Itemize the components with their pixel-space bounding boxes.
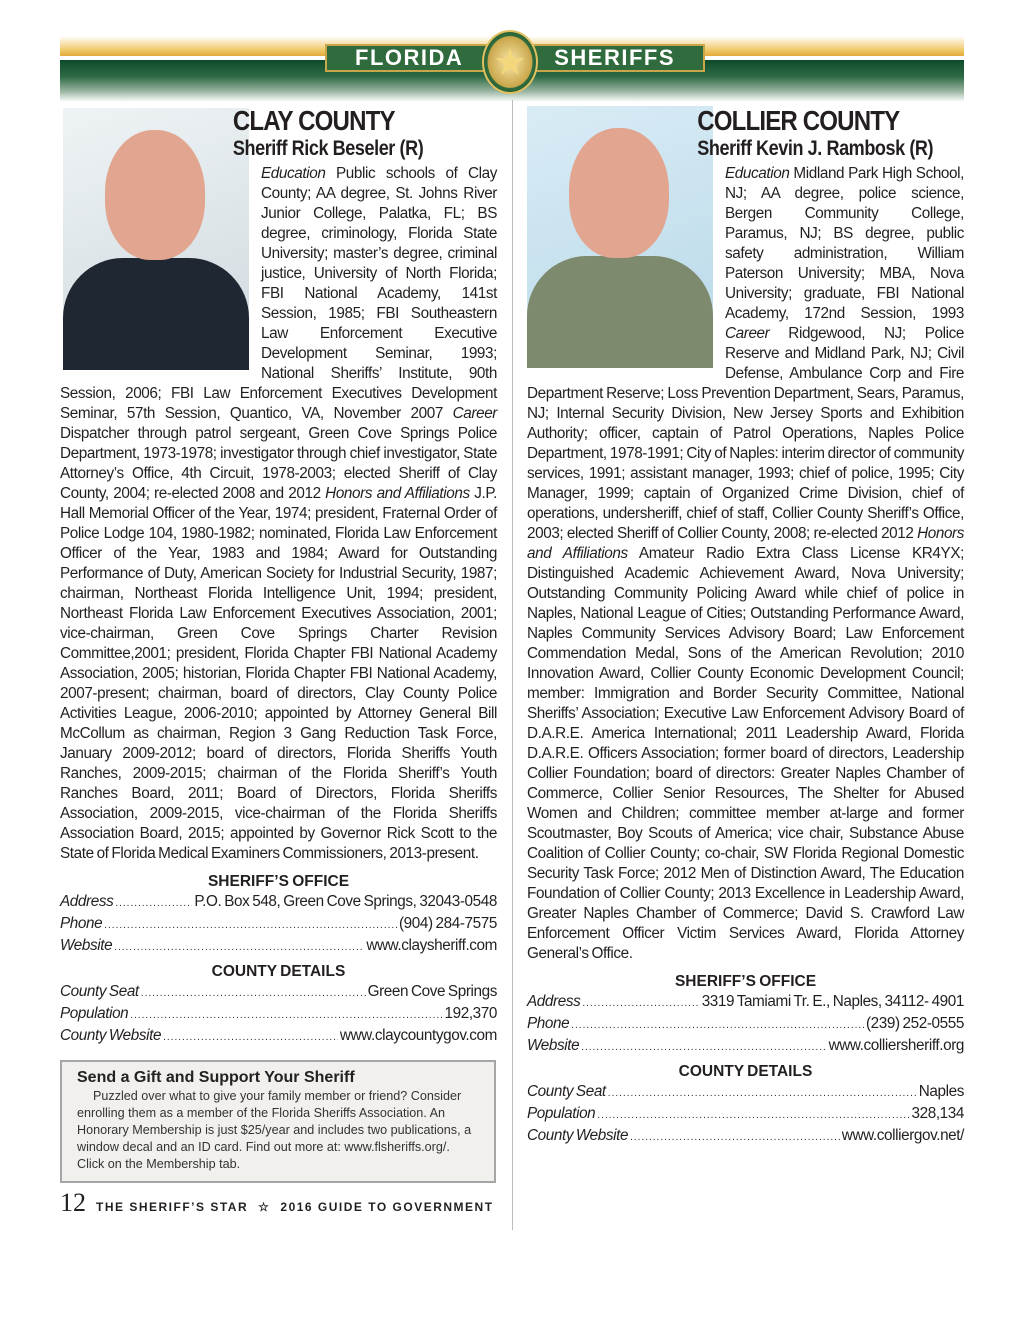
county-seat-row: County Seat ..... Naples: [527, 1082, 964, 1104]
website-row[interactable]: Website ..... www.colliersheriff.org: [527, 1036, 964, 1058]
page-number: 12: [60, 1188, 86, 1217]
collier-county-profile: [527, 106, 964, 1148]
county-details-heading: COUNTY DETAILS: [211, 963, 346, 980]
clay-county-profile: [60, 106, 497, 1217]
honors-label: Honors and Affiliations: [527, 525, 964, 562]
banner-left-text: FLORIDA: [355, 45, 464, 70]
education-label: Education: [725, 165, 790, 182]
education-text: Public schools of Clay County; AA degree, St. Johns River Junior College, Palatka, FL; BS degree, criminology, Florida State University; master’s degree, criminal justice, University of North Florida; FBI National Academy, 141st Session, 1985; FBI Southeastern Law Enforcement Executive Development Seminar, 1993; National Sheriffs’ Institute, 90th Session, 2006; FBI Law Enforcement Executives Development Seminar, 57th Session, Quantico, VA, November 2007: [60, 165, 497, 422]
career-label: Career: [725, 325, 770, 342]
address-row: Address ..... 3319 Tamiami Tr. E., Naples, 34112- 4901: [527, 992, 964, 1014]
sheriff-name: Sheriff Kevin J. Rambosk (R): [697, 137, 934, 160]
star-icon: ☆: [258, 1200, 271, 1214]
county-website-row[interactable]: County Website ..... www.claycountygov.com: [60, 1026, 497, 1048]
phone-row: Phone ..... (239) 252-0555: [527, 1014, 964, 1036]
membership-promo-box: [60, 1060, 496, 1183]
honors-text: Amateur Radio Extra Class License KR4YX; Distinguished Academic Achievement Award, Nova University; Outstanding Community Policing Award while chief of police in Naples, National League of Cities; Outstanding Performance Award, Naples Community Services Advisory Board; Law Enforcement Commendation Medal, Sons of the American Revolution; 2010 Innovation Award, Collier County Economic Development Council; member: Immigration and Border Security Committee, National Sheriffs’ Association; Executive Law Enforcement Advisory Board of D.A.R.E. America International; 2011 Leadership Award, Florida D.A.R.E. Officers Association; former board of directors, Leadership Collier Foundation; board of directors: Greater Naples Chamber of Commerce, Collier Senior Resources, The Shelter for Abused Women and Children; committee member at-large and former Scoutmaster, Boy Scouts of America; vice chair, Substance Abuse Coalition of Collier County; co-chair, SW Florida Regional Domestic Security Task Force; 2012 Men of Distinction Award, The Education Foundation of Collier County; 2013 Excellence in Leadership Award, Greater Naples Chamber of Commerce; David S. Crawford Law Enforcement Officer Victim Services Award, Florida Attorney General’s Office.: [527, 545, 964, 962]
page-footer: [60, 1188, 497, 1217]
banner-right-text: SHERIFFS: [554, 45, 675, 70]
address-row: Address ..... P.O. Box 548, Green Cove Springs, 32043-0548: [60, 892, 497, 914]
guide-title: 2016 GUIDE TO GOVERNMENT: [280, 1200, 494, 1214]
county-details-heading: COUNTY DETAILS: [678, 1063, 813, 1080]
promo-body: Puzzled over what to give your family member or friend? Consider enrolling them as a member of the Florida Sheriffs Association. An Honorary Membership is just $25/year and includes two publications, a window decal and an ID card. Find out more at: www.flsheriffs.org/. Click on the Membership tab.: [77, 1089, 472, 1171]
florida-sheriffs-banner: [60, 36, 964, 102]
office-heading: SHERIFF’S OFFICE: [674, 973, 817, 990]
population-row: Population ..... 328,134: [527, 1104, 964, 1126]
phone-row: Phone ..... (904) 284-7575: [60, 914, 497, 936]
career-text: Ridgewood, NJ; Police Reserve and Midland Park, NJ; Civil Defense, Ambulance Corp and Fire Department Reserve; Loss Prevention Department, Sears, Paramus, NJ; Internal Security Division, New Jersey Sports and Exhibition Authority; officer, captain of Patrol Operations, Naples Police Department, 1978-1991; City of Naples: interim director of community services, 1991; assistant manager, 1993; chief of police, 1995; City Manager, 1999; captain of Organized Crime Division, chief of operations, undersheriff, chief of staff, Collier County Sheriff’s Office, 2003; elected Sheriff of Collier County, 2008; re-elected 2012: [527, 325, 964, 542]
honors-text: J.P. Hall Memorial Officer of the Year, 1974; president, Fraternal Order of Police Lodge 104, 1980-1982; nominated, Florida Law Enforcement Officer of the Year, 1983 and 1984; Award for Outstanding Performance of Duty, American Society for Industrial Security, 1987; chairman, Northeast Florida Intelligence Unit, 1994; president, Northeast Florida Law Enforcement Executives Association, 2001; vice-chairman, Green Cove Springs Charter Revision Committee,2001; president, Florida Chapter FBI National Academy Association, 2005; historian, Florida Chapter FBI National Academy, 2007-present; chairman, board of directors, Clay County Police Activities League, 2006-2010; appointed by Attorney General Bill McCollum as chairman, Region 3 Gang Reduction Task Force, January 2009-2012; board of directors, Florida Sheriffs Youth Ranches, 2009-2015; chairman of the Florida Sheriff’s Youth Ranches Board, 2011; Board of Directors, Florida Sheriffs Association, 2009-2015, vice-chairman of the Florida Sheriffs Association Board, 2015; appointed by Governor Rick Scott to the State of Florida Medical Examiners Commissioners, 2013-present.: [60, 485, 497, 862]
promo-title: Send a Gift and Support Your Sheriff: [77, 1069, 355, 1086]
population-row: Population ..... 192,370: [60, 1004, 497, 1026]
education-label: Education: [261, 165, 326, 182]
sheriff-name: Sheriff Rick Beseler (R): [232, 137, 424, 160]
office-heading: SHERIFF’S OFFICE: [207, 873, 350, 890]
county-title: COLLIER COUNTY: [697, 105, 900, 136]
education-text: Midland Park High School, NJ; AA degree, police science, Bergen Community College, Paramus, NJ; BS degree, public safety administration, William Paterson University; MBA, Nova University; graduate, FBI National Academy, 172nd Session, 1993: [725, 165, 964, 322]
column-divider: [512, 100, 513, 1230]
honors-label: Honors and Affiliations: [325, 485, 470, 502]
county-seat-row: County Seat ..... Green Cove Springs: [60, 982, 497, 1004]
website-row[interactable]: Website ..... www.claysheriff.com: [60, 936, 497, 958]
career-label: Career: [452, 405, 497, 422]
publication-name: THE SHERIFF’S STAR: [96, 1200, 249, 1214]
sheriff-star-icon: ★: [482, 30, 538, 94]
career-text: Dispatcher through patrol sergeant, Green Cove Springs Police Department, 1973-1978; investigator through chief investigator, State Attorney’s Office, 4th Circuit, 1978-2003; elected Sheriff of Clay County, 2004; re-elected 2008 and 2012: [60, 425, 497, 502]
county-title: CLAY COUNTY: [232, 105, 395, 136]
county-website-row[interactable]: County Website ..... www.colliergov.net/: [527, 1126, 964, 1148]
